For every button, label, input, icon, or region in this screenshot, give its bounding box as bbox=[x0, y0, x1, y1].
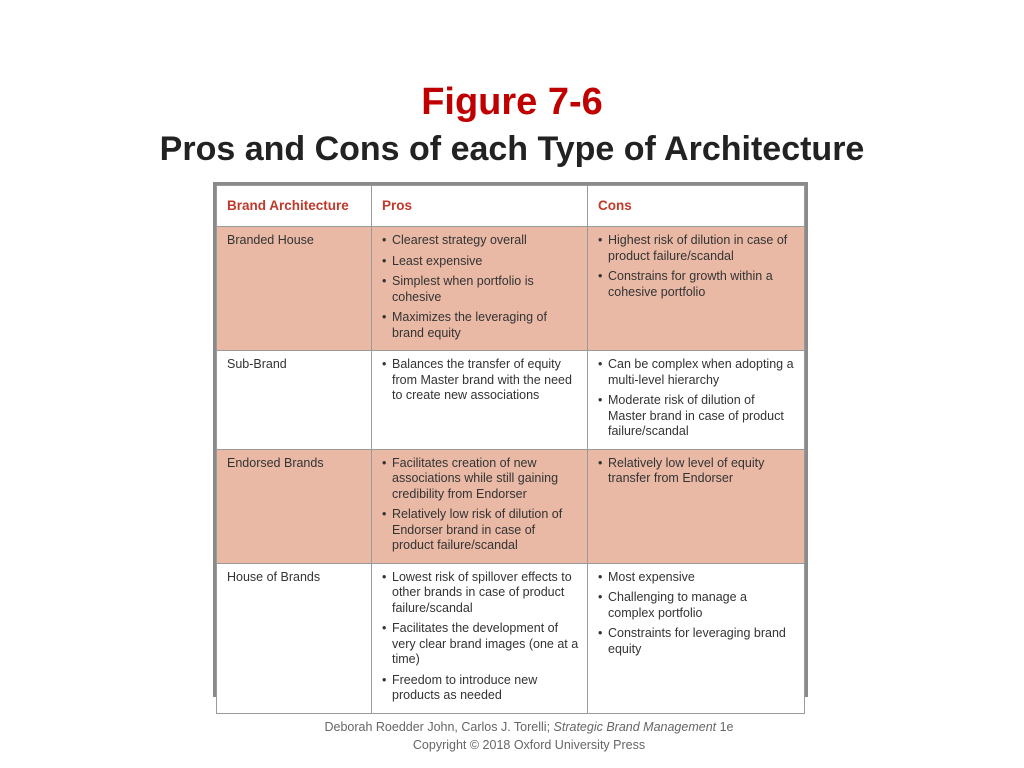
list-item: • Highest risk of dilution in case of product failure/scandal bbox=[598, 233, 796, 264]
pros-list bbox=[382, 570, 579, 704]
header-cons: Cons bbox=[588, 186, 805, 227]
list-item: • Can be complex when adopting a multi-level hierarchy bbox=[598, 357, 796, 388]
header-pros: Pros bbox=[372, 186, 588, 227]
citation-edition: 1e bbox=[716, 720, 734, 734]
figure-label: Figure 7-6 bbox=[421, 81, 603, 123]
table-row bbox=[217, 449, 805, 563]
table-header-row bbox=[217, 186, 805, 227]
list-item: • Relatively low level of equity transfer from Endorser bbox=[598, 456, 796, 487]
pros-list bbox=[382, 233, 579, 341]
pros-cell bbox=[372, 449, 588, 563]
pros-list bbox=[382, 357, 579, 404]
list-item: • Relatively low risk of dilution of Endorser brand in case of product failure/scandal bbox=[382, 507, 579, 554]
citation-authors: Deborah Roedder John, Carlos J. Torelli; bbox=[324, 720, 554, 734]
copyright-line: Copyright © 2018 Oxford University Press bbox=[412, 738, 646, 752]
cons-cell bbox=[588, 351, 805, 450]
architecture-cell: Branded House bbox=[217, 227, 372, 351]
figure-subtitle: Pros and Cons of each Type of Architecture bbox=[159, 130, 865, 168]
list-item: • Constraints for leveraging brand equity bbox=[598, 626, 796, 657]
list-item: • Maximizes the leveraging of brand equity bbox=[382, 310, 579, 341]
cons-list bbox=[598, 570, 796, 658]
citation-book-title: Strategic Brand Management bbox=[553, 720, 717, 734]
list-item: • Clearest strategy overall bbox=[382, 233, 579, 249]
citation-footer bbox=[17, 718, 1024, 754]
pros-cell bbox=[372, 227, 588, 351]
architecture-cell: Sub-Brand bbox=[217, 351, 372, 450]
pros-cell bbox=[372, 351, 588, 450]
header-brand-architecture: Brand Architecture bbox=[217, 186, 372, 227]
list-item: • Simplest when portfolio is cohesive bbox=[382, 274, 579, 305]
cons-list bbox=[598, 357, 796, 440]
cons-list bbox=[598, 456, 796, 487]
architecture-table bbox=[216, 185, 805, 714]
architecture-table-frame bbox=[213, 182, 808, 702]
pros-cell bbox=[372, 563, 588, 713]
architecture-cell: House of Brands bbox=[217, 563, 372, 713]
list-item: • Facilitates the development of very clear brand images (one at a time) bbox=[382, 621, 579, 668]
list-item: • Balances the transfer of equity from Master brand with the need to create new associations bbox=[382, 357, 579, 404]
cons-cell bbox=[588, 449, 805, 563]
list-item: • Challenging to manage a complex portfolio bbox=[598, 590, 796, 621]
list-item: • Least expensive bbox=[382, 254, 579, 270]
cons-cell bbox=[588, 227, 805, 351]
list-item: • Freedom to introduce new products as needed bbox=[382, 673, 579, 704]
list-item: • Lowest risk of spillover effects to other brands in case of product failure/scandal bbox=[382, 570, 579, 617]
list-item: • Facilitates creation of new associations while still gaining credibility from Endorser bbox=[382, 456, 579, 503]
table-row bbox=[217, 227, 805, 351]
list-item: • Constrains for growth within a cohesive portfolio bbox=[598, 269, 796, 300]
citation-line bbox=[17, 718, 1024, 736]
table-row bbox=[217, 351, 805, 450]
list-item: • Most expensive bbox=[598, 570, 796, 586]
cons-list bbox=[598, 233, 796, 300]
pros-list bbox=[382, 456, 579, 554]
table-row bbox=[217, 563, 805, 713]
architecture-cell: Endorsed Brands bbox=[217, 449, 372, 563]
slide-title bbox=[0, 78, 1024, 172]
cons-cell bbox=[588, 563, 805, 713]
list-item: • Moderate risk of dilution of Master brand in case of product failure/scandal bbox=[598, 393, 796, 440]
